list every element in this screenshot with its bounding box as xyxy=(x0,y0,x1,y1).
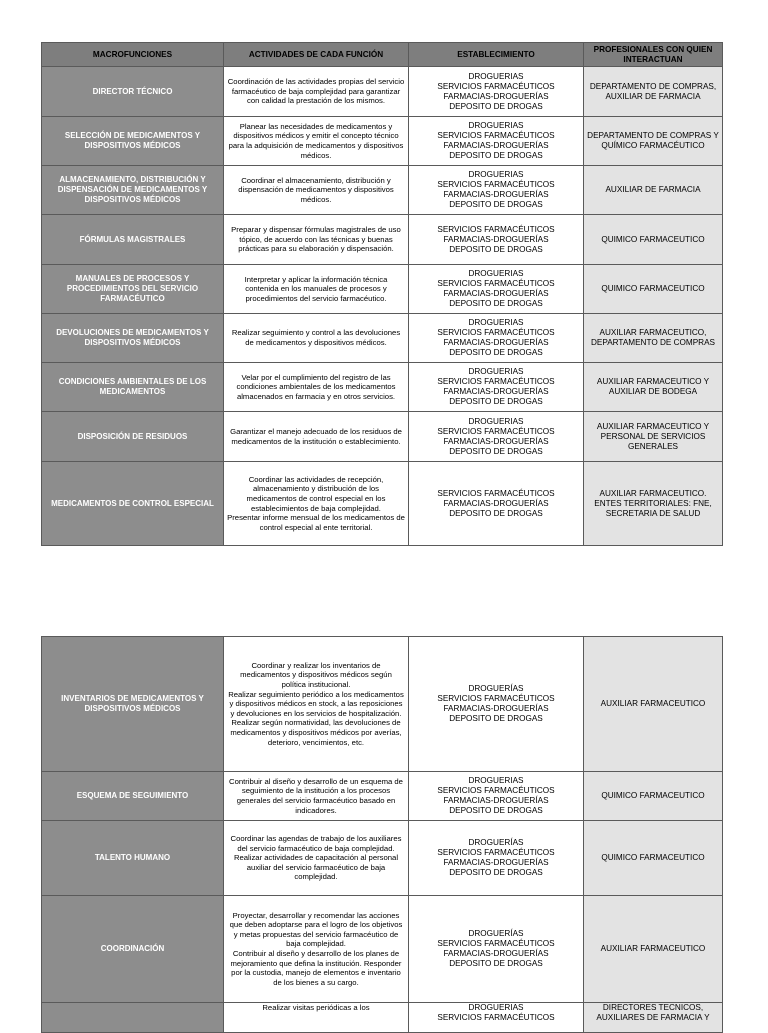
establishment-line: FARMACIAS-DROGUERÍAS xyxy=(443,91,549,101)
activity-cell xyxy=(224,67,409,117)
professionals-cell: AUXILIAR FARMACEUTICO Y PERSONAL DE SERVICIOS GENERALES xyxy=(584,412,723,462)
establishment-cell xyxy=(409,462,584,546)
establishment-line: FARMACIAS-DROGUERÍAS xyxy=(443,436,549,446)
establishment-line: DROGUERIAS xyxy=(468,1003,524,1012)
macrofuncion-cell: MEDICAMENTOS DE CONTROL ESPECIAL xyxy=(42,462,224,546)
establishment-line: DEPOSITO DE DROGAS xyxy=(449,101,543,111)
activity-paragraph: Coordinar el almacenamiento, distribución y dispensación de medicamentos y dispositivos médicos. xyxy=(238,175,394,204)
activity-paragraph: Velar por el cumplimiento del registro de las condiciones ambientales de los medicamentos almacenados en farmacia y en otros servicios. xyxy=(236,372,396,401)
activity-paragraph: Proyectar, desarrollar y recomendar las acciones que deben adoptarse para el logro de los objetivos y metas propuestas del servicio farmacéutico de baja complejidad. xyxy=(229,910,403,949)
functions-table-top xyxy=(41,42,723,546)
macrofuncion-cell xyxy=(42,1003,224,1033)
establishment-line: DEPOSITO DE DROGAS xyxy=(449,714,543,723)
macrofuncion-cell: DISPOSICIÓN DE RESIDUOS xyxy=(42,412,224,462)
establishment-line: DEPOSITO DE DROGAS xyxy=(449,244,543,254)
establishment-line: SERVICIOS FARMACÉUTICOS xyxy=(437,488,555,498)
table-row xyxy=(42,363,723,412)
establishment-line: DROGUERIAS xyxy=(468,170,524,179)
table-row xyxy=(42,314,723,363)
establishment-line: SERVICIOS FARMACÉUTICOS xyxy=(437,81,555,91)
establishment-line: SERVICIOS FARMACÉUTICOS xyxy=(437,939,555,948)
activity-paragraph: Planear las necesidades de medicamentos y dispositivos médicos y emitir el concepto técnico para la adquisición de medicamentos y dispositivos médicos. xyxy=(228,121,404,160)
professionals-cell: DIRECTORES TECNICOS, AUXILIARES DE FARMACIA Y xyxy=(584,1003,723,1033)
table-row xyxy=(42,166,723,215)
establishment-cell xyxy=(409,1003,584,1033)
macrofuncion-cell: ESQUEMA DE SEGUIMIENTO xyxy=(42,772,224,821)
establishment-line: SERVICIOS FARMACÉUTICOS xyxy=(437,279,555,288)
establishment-line: FARMACIAS-DROGUERÍAS xyxy=(443,141,549,150)
activity-paragraph: Coordinar las actividades de recepción, almacenamiento y distribución de los medicamentos de control especial en los establecimientos de baja complejidad. xyxy=(246,474,386,513)
professionals-cell: AUXILIAR FARMACEUTICO Y AUXILIAR DE BODEGA xyxy=(584,363,723,412)
establishment-line: SERVICIOS FARMACÉUTICOS xyxy=(437,377,555,386)
establishment-line: SERVICIOS FARMACÉUTICOS xyxy=(437,1013,555,1022)
activity-cell xyxy=(224,1003,409,1033)
table-row xyxy=(42,412,723,462)
activity-cell xyxy=(224,117,409,166)
activity-paragraph: Coordinación de las actividades propias del servicio farmacéutico de baja complejidad para garantizar con calidad la prestación de los mismos. xyxy=(227,77,405,106)
activity-paragraph: Garantizar el manejo adecuado de los residuos de medicamentos de la institución o establecimiento. xyxy=(230,426,402,446)
establishment-line: DROGUERÍAS xyxy=(468,838,524,847)
header-actividades: ACTIVIDADES DE CADA FUNCIÓN xyxy=(224,43,409,67)
establishment-line: DEPOSITO DE DROGAS xyxy=(449,446,543,456)
activity-paragraph: Realizar seguimiento y control a las devoluciones de medicamentos y dispositivos médicos. xyxy=(231,328,401,347)
professionals-cell: QUIMICO FARMACEUTICO xyxy=(584,265,723,314)
header-profesionales: PROFESIONALES CON QUIEN INTERACTUAN xyxy=(584,43,723,67)
table-row xyxy=(42,896,723,1003)
activity-cell xyxy=(224,637,409,772)
activity-cell xyxy=(224,265,409,314)
establishment-line: DEPOSITO DE DROGAS xyxy=(449,959,543,968)
establishment-line: FARMACIAS-DROGUERÍAS xyxy=(443,949,549,958)
establishment-line: DROGUERIAS xyxy=(468,318,524,327)
establishment-line: DEPOSITO DE DROGAS xyxy=(449,151,543,160)
activity-cell xyxy=(224,772,409,821)
establishment-line: DEPOSITO DE DROGAS xyxy=(449,348,543,357)
establishment-line: FARMACIAS-DROGUERÍAS xyxy=(443,498,549,508)
establishment-line: FARMACIAS-DROGUERÍAS xyxy=(443,858,549,867)
activity-paragraph: Contribuir al diseño y desarrollo de un esquema de seguimiento de la institución a los procesos generales del servicio farmacéutico basado en indicadores. xyxy=(229,776,403,815)
activity-paragraph: Interpretar y aplicar la información técnica contenida en los manuales de procesos y procedimientos del servicio farmacéutico. xyxy=(244,274,388,303)
macrofuncion-cell: COORDINACIÓN xyxy=(42,896,224,1003)
establishment-line: FARMACIAS-DROGUERÍAS xyxy=(443,704,549,713)
activity-cell xyxy=(224,412,409,462)
professionals-cell: DEPARTAMENTO DE COMPRAS, AUXILIAR DE FARMACIA xyxy=(584,67,723,117)
professionals-cell: AUXILIAR FARMACEUTICO, DEPARTAMENTO DE COMPRAS xyxy=(584,314,723,363)
establishment-line: FARMACIAS-DROGUERÍAS xyxy=(443,338,549,347)
establishment-line: DEPOSITO DE DROGAS xyxy=(449,508,543,518)
activity-paragraph: Contribuir al diseño y desarrollo de los planes de mejoramiento que defina la institución. Responder por la custodia, manejo de elementos e inventario de los bienes a su cargo. xyxy=(230,949,402,987)
establishment-cell xyxy=(409,363,584,412)
table-row xyxy=(42,1003,723,1033)
activity-paragraph: Realizar actividades de capacitación al personal auxiliar del servicio farmacéutico de baja complejidad. xyxy=(233,853,399,882)
establishment-line: SERVICIOS FARMACÉUTICOS xyxy=(437,786,555,795)
establishment-cell xyxy=(409,117,584,166)
header-row xyxy=(42,43,723,67)
activity-cell xyxy=(224,166,409,215)
establishment-line: DEPOSITO DE DROGAS xyxy=(449,868,543,877)
establishment-cell xyxy=(409,166,584,215)
establishment-line: FARMACIAS-DROGUERÍAS xyxy=(443,289,549,298)
establishment-cell xyxy=(409,215,584,265)
table-row xyxy=(42,67,723,117)
activity-paragraph: Realizar según normatividad, las devoluciones de medicamentos y dispositivos médicos por averías, deterioro, vencimientos, etc. xyxy=(230,718,402,747)
activity-paragraph: Realizar visitas periódicas a los xyxy=(262,1003,370,1012)
header-establecimiento: ESTABLECIMIENTO xyxy=(409,43,584,67)
establishment-line: DEPOSITO DE DROGAS xyxy=(449,397,543,406)
establishment-line: SERVICIOS FARMACÉUTICOS xyxy=(437,426,555,436)
macrofuncion-cell: ALMACENAMIENTO, DISTRIBUCIÓN Y DISPENSACIÓN DE MEDICAMENTOS Y DISPOSITIVOS MÉDICOS xyxy=(42,166,224,215)
establishment-cell xyxy=(409,67,584,117)
professionals-cell: AUXILIAR DE FARMACIA xyxy=(584,166,723,215)
activity-cell xyxy=(224,215,409,265)
table-row xyxy=(42,821,723,896)
establishment-line: SERVICIOS FARMACÉUTICOS xyxy=(437,224,555,234)
establishment-line: FARMACIAS-DROGUERÍAS xyxy=(443,190,549,199)
activity-cell xyxy=(224,896,409,1003)
establishment-cell xyxy=(409,772,584,821)
table-row xyxy=(42,462,723,546)
macrofuncion-cell: MANUALES DE PROCESOS Y PROCEDIMIENTOS DEL SERVICIO FARMACÉUTICO xyxy=(42,265,224,314)
establishment-line: FARMACIAS-DROGUERÍAS xyxy=(443,234,549,244)
establishment-line: DROGUERIAS xyxy=(468,71,524,81)
establishment-line: DEPOSITO DE DROGAS xyxy=(449,806,543,815)
establishment-line: SERVICIOS FARMACÉUTICOS xyxy=(437,180,555,189)
establishment-cell xyxy=(409,821,584,896)
macrofuncion-cell: DIRECTOR TÉCNICO xyxy=(42,67,224,117)
establishment-line: DROGUERIAS xyxy=(468,367,524,376)
macrofuncion-cell: FÓRMULAS MAGISTRALES xyxy=(42,215,224,265)
macrofuncion-cell: TALENTO HUMANO xyxy=(42,821,224,896)
activity-paragraph: Coordinar las agendas de trabajo de los auxiliares del servicio farmacéutico de baja complejidad. xyxy=(230,834,402,853)
activity-cell xyxy=(224,821,409,896)
professionals-cell: QUIMICO FARMACEUTICO xyxy=(584,215,723,265)
activity-cell xyxy=(224,314,409,363)
professionals-cell: QUIMICO FARMACEUTICO xyxy=(584,772,723,821)
establishment-line: FARMACIAS-DROGUERÍAS xyxy=(443,796,549,805)
establishment-line: DEPOSITO DE DROGAS xyxy=(449,299,543,308)
establishment-line: DROGUERIAS xyxy=(468,776,524,785)
establishment-cell xyxy=(409,314,584,363)
establishment-cell xyxy=(409,896,584,1003)
establishment-line: DROGUERIAS xyxy=(468,269,524,278)
professionals-cell: DEPARTAMENTO DE COMPRAS Y QUÍMICO FARMACÉUTICO xyxy=(584,117,723,166)
macrofuncion-cell: CONDICIONES AMBIENTALES DE LOS MEDICAMENTOS xyxy=(42,363,224,412)
table-row xyxy=(42,215,723,265)
activity-cell xyxy=(224,462,409,546)
establishment-line: SERVICIOS FARMACÉUTICOS xyxy=(437,848,555,857)
activity-paragraph: Realizar seguimiento periódico a los medicamentos y dispositivos médicos en stock, a las reposiciones y devoluciones en los servicios de hospitalización. xyxy=(228,689,404,718)
activity-paragraph: Preparar y dispensar fórmulas magistrales de uso tópico, de acuerdo con las técnicas y buenas prácticas para su elaboración y dispensación. xyxy=(231,225,401,254)
table-row xyxy=(42,637,723,772)
professionals-cell: QUIMICO FARMACEUTICO xyxy=(584,821,723,896)
establishment-cell xyxy=(409,412,584,462)
establishment-line: SERVICIOS FARMACÉUTICOS xyxy=(437,694,555,703)
establishment-line: FARMACIAS-DROGUERÍAS xyxy=(443,387,549,396)
establishment-line: DROGUERÍAS xyxy=(468,684,524,693)
macrofuncion-cell: INVENTARIOS DE MEDICAMENTOS Y DISPOSITIVOS MÉDICOS xyxy=(42,637,224,772)
establishment-cell xyxy=(409,637,584,772)
establishment-cell xyxy=(409,265,584,314)
table-row xyxy=(42,772,723,821)
professionals-cell: AUXILIAR FARMACEUTICO xyxy=(584,896,723,1003)
establishment-line: DROGUERÍAS xyxy=(468,929,524,938)
activity-paragraph: Presentar informe mensual de los medicamentos de control especial al ente territorial. xyxy=(227,513,405,532)
establishment-line: DROGUERIAS xyxy=(468,121,524,130)
activity-cell xyxy=(224,363,409,412)
professionals-cell: AUXILIAR FARMACEUTICO. ENTES TERRITORIALES: FNE, SECRETARIA DE SALUD xyxy=(584,462,723,546)
table-row xyxy=(42,117,723,166)
establishment-line: SERVICIOS FARMACÉUTICOS xyxy=(437,131,555,140)
establishment-line: DEPOSITO DE DROGAS xyxy=(449,200,543,209)
establishment-line: DROGUERIAS xyxy=(468,416,524,426)
activity-paragraph: Coordinar y realizar los inventarios de medicamentos y dispositivos médicos según política institucional. xyxy=(240,660,392,690)
table-row xyxy=(42,265,723,314)
macrofuncion-cell: SELECCIÓN DE MEDICAMENTOS Y DISPOSITIVOS MÉDICOS xyxy=(42,117,224,166)
macrofuncion-cell: DEVOLUCIONES DE MEDICAMENTOS Y DISPOSITIVOS MÉDICOS xyxy=(42,314,224,363)
functions-table-bottom xyxy=(41,636,723,1033)
establishment-line: SERVICIOS FARMACÉUTICOS xyxy=(437,328,555,337)
header-macrofunciones: MACROFUNCIONES xyxy=(42,43,224,67)
professionals-cell: AUXILIAR FARMACEUTICO xyxy=(584,637,723,772)
